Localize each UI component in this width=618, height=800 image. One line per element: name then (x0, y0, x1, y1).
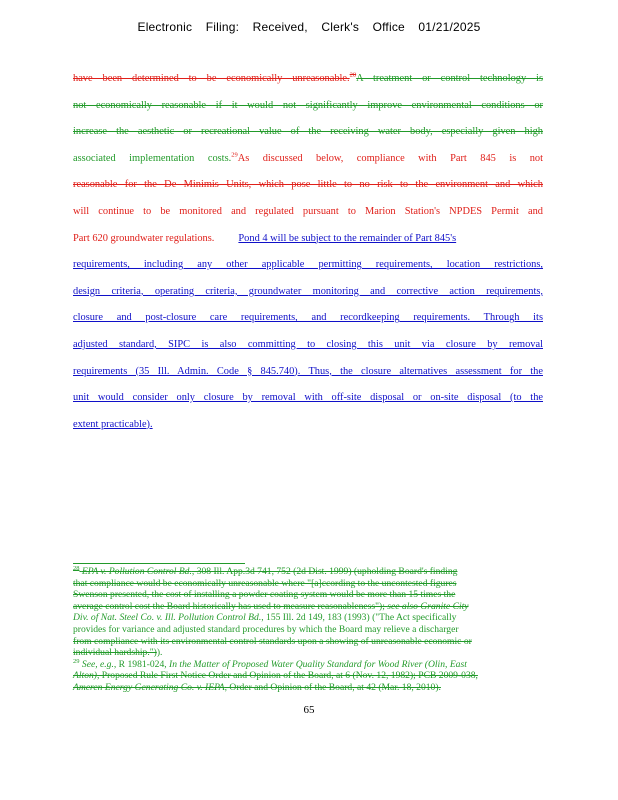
footnotes (73, 566, 543, 694)
text-line-1 (73, 66, 543, 93)
footnote-29-line-3: Ameren Energy Generating Co. v. IEPA, Order and Opinion of the Board, at 42 (Mar. 18, 2010). (73, 681, 441, 693)
text-line-13 (73, 385, 543, 412)
text-line-7 (73, 226, 543, 253)
text-line-10 (73, 305, 543, 332)
inserted-text: unit would consider only closure by removal with off-site disposal or on-site disposal (to the (73, 392, 543, 404)
footnote-ref-29: 29 (231, 151, 238, 159)
text-line-4 (73, 146, 543, 173)
filing-header: Electronic Filing: Received, Clerk's Office 01/21/2025 (137, 20, 481, 34)
text-line-2 (73, 93, 543, 120)
inserted-text: Part 620 groundwater regulations. (73, 232, 215, 244)
text-line-5 (73, 172, 543, 199)
moved-text: increase the aesthetic or recreational value of the receiving water body, especially given high (73, 126, 543, 138)
footnote-29-line-1: $^{29}$ See, e.g., R 1981-024, In the Matter of Proposed Water Quality Standard for Wood River (Olin, East (73, 657, 467, 670)
text-line-14 (73, 412, 543, 439)
footnote-28-line-4: average control cost the Board historically has used to measure reasonableness"); see also Granite City (73, 600, 469, 612)
footnote-ref-28: 28 (349, 71, 357, 79)
inserted-text: requirements, including any other applicable permitting requirements, location restrictions, (73, 259, 543, 271)
inserted-text: closure and post-closure care requirements, and recordkeeping requirements. Through its (73, 312, 543, 324)
inserted-text: Pond 4 will be subject to the remainder of Part 845's (238, 232, 457, 244)
footnote-28-line-6: provides for variance and adjusted standard procedures by which the Board may relieve a discharger (73, 623, 459, 635)
moved-text: A treatment or control technology is (356, 73, 543, 84)
page-number: 65 (303, 704, 315, 716)
footnote-28-line-2: that compliance would be economically unreasonable where "[a]ccording to the uncontested figures (73, 577, 457, 589)
moved-text: associated implementation costs. (73, 152, 232, 164)
text-line-11 (73, 332, 543, 359)
text-line-3 (73, 119, 543, 146)
inserted-text: design criteria, operating criteria, groundwater monitoring and corrective action requirements, (73, 285, 543, 297)
footnote-29-line-2: Alton), Proposed Rule First Notice Order and Opinion of the Board, at 6 (Nov. 12, 1982); PCB 2009-038, (73, 670, 478, 682)
inserted-text: extent practicable). (73, 418, 153, 430)
text-line-6 (73, 199, 543, 226)
text-line-8 (73, 252, 543, 279)
deleted-text: have been determined to be economically unreasonable. (73, 73, 350, 84)
footnote-28-line-7: from compliance with its environmental control standards upon a showing of unreasonable economic or (73, 635, 472, 647)
footnote-28-line-3: Swenson presented, the cost of installing a powder coating system would be more than 15 times the (73, 589, 456, 601)
inserted-text: adjusted standard, SIPC is also committing to closing this unit via closure by removal (73, 338, 543, 350)
footnote-28-line-5: Div. of Nat. Steel Co. v. Ill. Pollution Control Bd., 155 Ill. 2d 149, 183 (1993) ("The Act specifically (73, 612, 457, 624)
moved-text: not economically reasonable if it would not significantly improve environmental conditions or (73, 99, 543, 111)
inserted-text: As discussed below, compliance with Part 845 is not (237, 152, 543, 164)
inserted-text: requirements (35 Ill. Admin. Code § 845.740). Thus, the closure alternatives assessment for the (73, 365, 543, 377)
text-line-12 (73, 359, 543, 386)
footnote-28-line-8: individual hardship.")). (73, 647, 163, 659)
footnote-separator (73, 563, 245, 564)
deleted-text: reasonable for the De Minimis Units, which pose little to no risk to the environment and which (73, 179, 543, 191)
body-text (73, 66, 543, 438)
text-line-9 (73, 279, 543, 306)
inserted-text: will continue to be monitored and regulated pursuant to Marion Station's NPDES Permit and (73, 205, 543, 217)
footnote-28-line-1: $^{28}$ EPA v. Pollution Control Bd., 308 Ill. App.3d 741, 752 (2d Dist. 1999) (upholding Board's finding (73, 564, 458, 577)
